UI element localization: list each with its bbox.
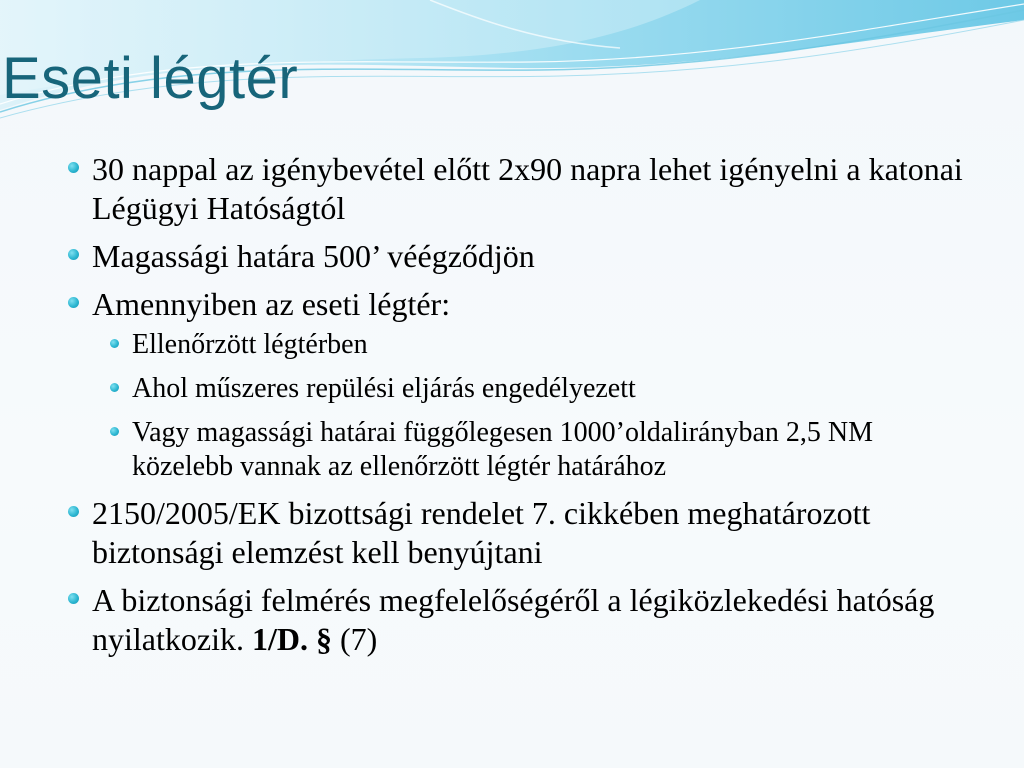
sub-bullet-item (108, 416, 966, 484)
bullet-dot-icon (68, 162, 79, 173)
bullet-dot-icon (68, 506, 79, 517)
bullet-dot-icon (68, 297, 79, 308)
bullet-item (66, 581, 966, 659)
sub-bullet-item (108, 372, 966, 406)
bullet-item (66, 285, 966, 484)
legal-reference: 1/D. § (251, 621, 332, 657)
bullet-text: 30 nappal az igénybevétel előtt 2x90 napra lehet igényelni a katonai Légügyi Hatóságtól (92, 151, 963, 226)
bullet-text: Magassági határa 500’ véégződjön (92, 238, 535, 274)
bullet-dot-icon (110, 427, 119, 436)
bullet-dot-icon (68, 593, 79, 604)
bullet-dot-icon (110, 339, 119, 348)
sub-bullet-list (108, 328, 966, 484)
legal-reference-paragraph: (7) (331, 621, 378, 657)
bullet-text: Amennyiben az eseti légtér: (92, 286, 451, 322)
sub-bullet-item (108, 328, 966, 362)
sub-bullet-text: Ellenőrzött légtérben (132, 329, 368, 360)
bullet-text: A biztonsági felmérés megfelelőségéről a légiközlekedési hatóság nyilatkozik. (92, 582, 935, 657)
bullet-item (66, 494, 966, 572)
bullet-text: 2150/2005/EK bizottsági rendelet 7. cikkében meghatározott biztonsági elemzést kell benyújtani (92, 495, 871, 570)
bullet-list (66, 150, 966, 659)
bullet-dot-icon (68, 249, 79, 260)
sub-bullet-text: Vagy magassági határai függőlegesen 1000’oldalirányban 2,5 NM közelebb vannak az ellenőrzött légtér határához (132, 417, 874, 482)
bullet-item (66, 150, 966, 228)
slide-content (66, 150, 966, 668)
sub-bullet-text: Ahol műszeres repülési eljárás engedélyezett (132, 373, 636, 404)
bullet-item (66, 237, 966, 276)
bullet-dot-icon (110, 383, 119, 392)
slide-title: Eseti légtér (2, 46, 299, 111)
